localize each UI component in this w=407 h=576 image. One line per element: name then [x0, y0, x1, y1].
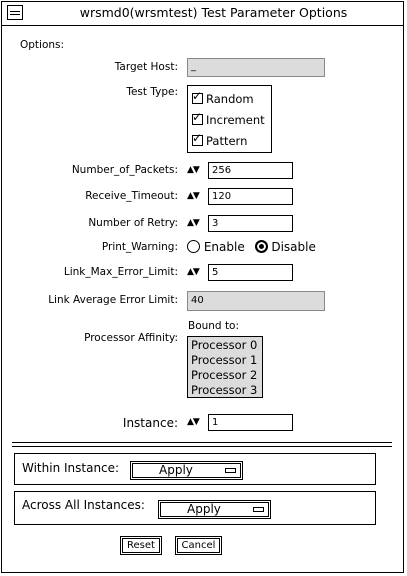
radio-empty-icon [187, 240, 200, 253]
list-item[interactable]: Processor 2 [191, 368, 258, 382]
instance-input[interactable]: 1 [208, 414, 293, 431]
test-type-label: Test Type: [126, 86, 178, 98]
reset-button[interactable]: Reset [120, 536, 162, 555]
pattern-checkbox[interactable] [192, 134, 247, 148]
target-host-label: Target Host: [114, 61, 178, 73]
processor-affinity-label: Processor Affinity: [84, 332, 178, 344]
print-warning-radio-group [187, 240, 316, 254]
menu-indicator-icon [225, 468, 236, 473]
number-of-packets-input[interactable]: 256 [208, 162, 293, 179]
radio-selected-icon [255, 240, 268, 253]
number-of-retry-input[interactable]: 3 [208, 215, 293, 232]
number-of-retry-label: Number of Retry: [88, 217, 178, 229]
number-of-packets-label: Number_of_Packets: [71, 164, 178, 176]
disable-label: Disable [271, 240, 316, 254]
link-average-error-limit-label: Link Average Error Limit: [48, 294, 178, 306]
list-item[interactable]: Processor 0 [191, 338, 258, 352]
pattern-label: Pattern [206, 134, 248, 148]
receive-timeout-input[interactable]: 120 [208, 188, 293, 205]
within-instance-label: Within Instance: [22, 461, 120, 475]
list-item[interactable]: Processor 3 [191, 383, 258, 397]
cancel-button[interactable]: Cancel [175, 536, 222, 555]
check-icon [192, 135, 203, 146]
receive-timeout-label: Receive_Timeout: [85, 190, 178, 202]
link-max-error-limit-input[interactable]: 5 [208, 264, 293, 281]
list-item[interactable]: Processor 1 [191, 353, 258, 367]
within-instance-menu-button[interactable] [130, 461, 243, 480]
link-max-error-limit-label: Link_Max_Error_Limit: [63, 266, 178, 278]
test-type-group [187, 85, 272, 153]
across-all-instances-label: Across All Instances: [22, 498, 145, 512]
check-icon [192, 93, 203, 104]
enable-radio[interactable] [187, 240, 245, 254]
divider [12, 442, 392, 443]
divider [12, 446, 392, 447]
menu-indicator-icon [253, 507, 264, 512]
instance-label: Instance: [122, 416, 178, 430]
up-down-arrows-icon[interactable]: ▲▼ [187, 417, 199, 427]
bound-to-label: Bound to: [188, 320, 240, 332]
processor-affinity-list[interactable] [187, 336, 263, 398]
link-average-error-limit-input[interactable]: 40 [187, 291, 325, 311]
random-label: Random [206, 92, 254, 106]
window-title: wrsmd0(wrsmtest) Test Parameter Options [79, 5, 348, 20]
up-down-arrows-icon[interactable]: ▲▼ [187, 191, 199, 201]
options-heading: Options: [20, 39, 65, 51]
up-down-arrows-icon[interactable]: ▲▼ [187, 267, 199, 277]
window-menu-icon[interactable] [7, 5, 23, 20]
random-checkbox[interactable] [192, 92, 254, 106]
enable-label: Enable [203, 240, 245, 254]
check-icon [192, 114, 203, 125]
disable-radio[interactable] [255, 240, 316, 254]
up-down-arrows-icon[interactable]: ▲▼ [187, 218, 199, 228]
print-warning-label: Print_Warning: [101, 241, 178, 253]
increment-label: Increment [206, 113, 265, 127]
target-host-input[interactable]: _ [187, 58, 325, 77]
across-all-instances-value: Apply [187, 502, 221, 516]
up-down-arrows-icon[interactable]: ▲▼ [187, 165, 199, 175]
within-instance-value: Apply [159, 463, 193, 477]
across-all-instances-menu-button[interactable] [158, 500, 271, 519]
increment-checkbox[interactable] [192, 113, 265, 127]
